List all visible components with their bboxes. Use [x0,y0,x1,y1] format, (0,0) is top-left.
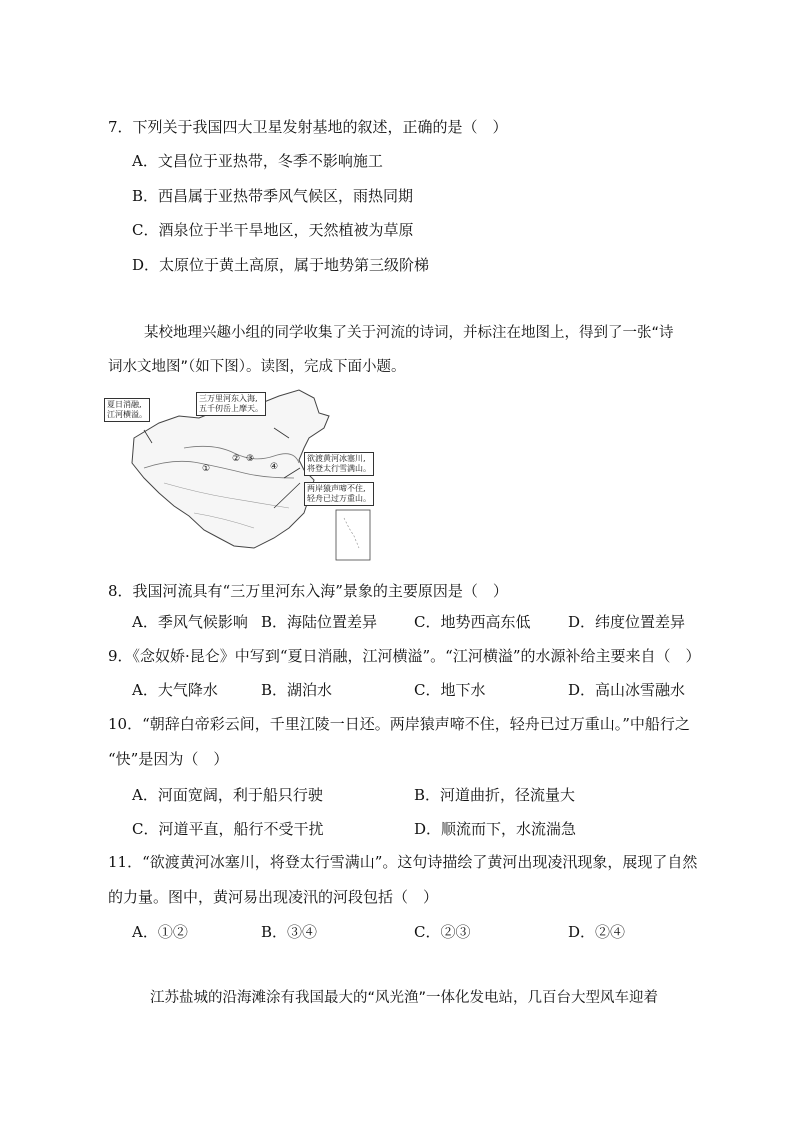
q11-option-b: B．③④ [261,923,318,941]
q8-option-a: A．季风气候影响 [132,613,248,631]
q7-option-a: A．文昌位于亚热带，冬季不影响施工 [132,152,383,170]
q11-stem-line2: 的力量。图中，黄河易出现凌汛的河段包括（ ） [108,888,439,906]
q9-option-c: C．地下水 [414,681,486,699]
q8-stem: 8．我国河流具有“三万里河东入海”景象的主要原因是（ ） [108,582,508,600]
q11-stem-line1: 11．“欲渡黄河冰塞川，将登太行雪满山”。这句诗描绘了黄河出现凌汛现象，展现了自然 [108,853,698,871]
q9-option-a: A．大气降水 [132,681,218,699]
q7-stem: 7．下列关于我国四大卫星发射基地的叙述，正确的是（ ） [108,118,508,136]
q7-option-d: D．太原位于黄土高原，属于地势第三级阶梯 [132,256,430,274]
intro1-line2: 词水文地图”（如下图）。读图，完成下面小题。 [108,359,406,375]
callout-river-east-sea: 三万里河东入海, 五千仞岳上摩天。 [196,392,266,416]
q11-option-d: D．②④ [568,923,626,941]
marker-4: ④ [270,462,279,472]
q9-option-d: D．高山冰雪融水 [568,681,686,699]
q8-option-c: C．地势西高东低 [414,613,531,631]
q10-option-b: B．河道曲折，径流量大 [414,786,576,804]
q7-option-b: B．西昌属于亚热带季风气候区，雨热同期 [132,187,414,205]
q8-option-d: D．纬度位置差异 [568,613,686,631]
q7-option-c: C．酒泉位于半干旱地区，天然植被为草原 [132,221,414,239]
marker-3: ③ [246,454,255,464]
q11-option-c: C．②③ [414,923,471,941]
q8-option-b: B．海陆位置差异 [261,613,378,631]
q9-option-b: B．湖泊水 [261,681,333,699]
intro1-line1: 某校地理兴趣小组的同学收集了关于河流的诗词，并标注在地图上，得到了一张“诗 [144,325,674,341]
marker-2: ② [232,454,241,464]
q10-stem-line2: “快”是因为（ ） [108,750,229,768]
china-poetry-river-map [104,388,404,566]
q10-option-a: A．河面宽阔，利于船只行驶 [132,786,323,804]
q10-stem-line1: 10．“朝辞白帝彩云间，千里江陵一日还。两岸猿声啼不住，轻舟已过万重山。”中船行之 [108,715,690,733]
marker-1: ① [202,464,211,474]
q9-stem: 9．《念奴娇·昆仑》中写到“夏日消融，江河横溢”。“江河横溢”的水源补给主要来自（ ） [108,647,701,665]
callout-summer-melt: 夏日消融, 江河横溢。 [104,398,150,422]
callout-ape-cries: 两岸猿声啼不住, 轻舟已过万重山。 [304,482,374,506]
q11-option-a: A．①② [132,923,188,941]
intro2-line1: 江苏盐城的沿海滩涂有我国最大的“风光渔”一体化发电站，几百台大型风车迎着 [150,990,659,1006]
q10-option-d: D．顺流而下，水流湍急 [414,820,577,838]
callout-yellow-river-ice: 欲渡黄河冰塞川, 将登太行雪满山。 [304,452,374,476]
q10-option-c: C．河道平直，船行不受干扰 [132,820,324,838]
